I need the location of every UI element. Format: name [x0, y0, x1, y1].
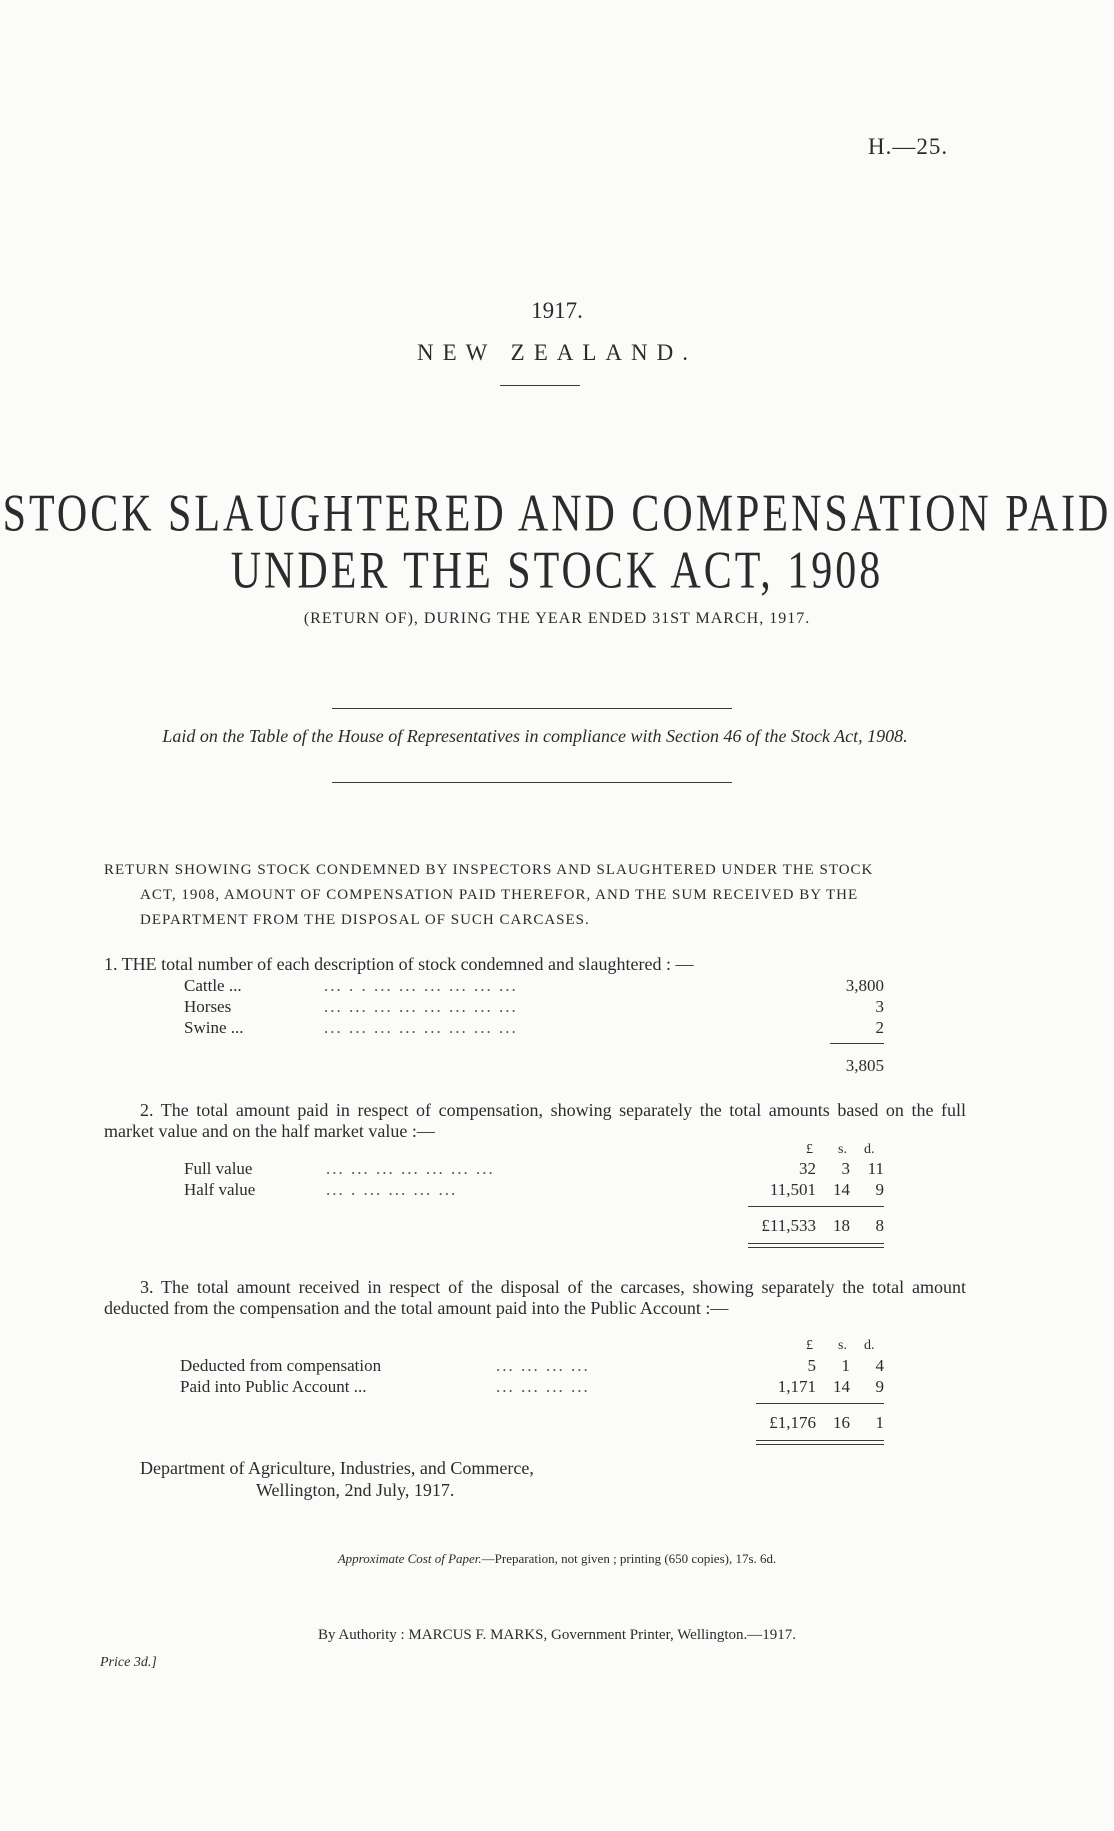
amount-shillings: 14	[833, 1180, 850, 1199]
total-pounds: £11,533	[761, 1216, 816, 1235]
document-title-line1: STOCK SLAUGHTERED AND COMPENSATION PAID	[2, 485, 1112, 543]
row-label: Horses	[184, 997, 232, 1016]
leader-dots: ... ... ... ...	[496, 1356, 590, 1375]
amount-pence: 9	[875, 1180, 884, 1199]
amount-pounds: 11,501	[769, 1180, 816, 1199]
section2-total	[684, 1215, 884, 1236]
column-header-pounds: £	[806, 1338, 813, 1353]
row-label: Swine ...	[184, 1018, 244, 1037]
country-heading: NEW ZEALAND.	[416, 340, 698, 365]
row-value: 3,800	[845, 976, 884, 995]
row-value: 3	[875, 997, 884, 1016]
divider	[500, 385, 580, 386]
section1-heading: 1. THE total number of each description of stock condemned and slaughtered : —	[104, 954, 694, 974]
price-note: Price 3d.]	[100, 1655, 157, 1670]
row-label: Full value	[184, 1159, 253, 1178]
leader-dots: ... ... ... ... ... ... ...	[326, 1159, 495, 1178]
table-row	[180, 1376, 884, 1397]
table-row	[184, 975, 884, 996]
amount-pence: 4	[875, 1356, 884, 1375]
divider	[332, 708, 732, 709]
total-pounds: £1,176	[769, 1413, 816, 1432]
paper-cost-text: —Preparation, not given ; printing (650 copies), 17s. 6d.	[481, 1551, 777, 1566]
amount-pounds: 1,171	[777, 1377, 816, 1396]
publication-year: 1917.	[531, 298, 583, 323]
paper-cost-label: Approximate Cost of Paper.	[337, 1551, 482, 1566]
leader-dots: ... ... ... ... ... ... ... ...	[324, 1018, 518, 1037]
row-label: Paid into Public Account ...	[180, 1377, 367, 1396]
return-heading-line2: ACT, 1908, AMOUNT OF COMPENSATION PAID THEREFOR, AND THE SUM RECEIVED BY THE	[140, 887, 859, 903]
column-header-shillings: s.	[838, 1142, 847, 1157]
total-shillings: 16	[833, 1413, 850, 1432]
row-label: Deducted from compensation	[180, 1356, 382, 1375]
table-row	[184, 1158, 884, 1179]
row-label: Half value	[184, 1180, 256, 1199]
double-rule	[748, 1243, 884, 1244]
signature-department: Department of Agriculture, Industries, and Commerce,	[140, 1458, 534, 1478]
column-header-pence: d.	[864, 1338, 875, 1353]
total-value: 3,805	[845, 1056, 884, 1075]
amount-pence: 9	[875, 1377, 884, 1396]
amount-shillings: 14	[833, 1377, 850, 1396]
document-subtitle: (RETURN OF), DURING THE YEAR ENDED 31ST MARCH, 1917.	[303, 610, 811, 627]
paper-cost-note	[0, 1551, 1114, 1567]
leader-dots: ... . ... ... ... ...	[326, 1180, 458, 1199]
signature-place-date: Wellington, 2nd July, 1917.	[256, 1480, 455, 1500]
amount-pence: 11	[867, 1159, 884, 1178]
section3-heading: 3. The total amount received in respect of the disposal of the carcases, showing separately the total amount deducted from the compensation and the total amount paid into the Public Account :—	[104, 1277, 966, 1318]
amount-shillings: 3	[841, 1159, 850, 1178]
table-row	[184, 996, 884, 1017]
divider	[332, 782, 732, 783]
paper-reference: H.—25.	[868, 134, 949, 159]
total-pence: 8	[875, 1216, 884, 1235]
amount-shillings: 1	[841, 1356, 850, 1375]
leader-dots: ... ... ... ... ... ... ... ...	[324, 997, 518, 1016]
sum-rule	[748, 1206, 884, 1207]
column-header-pence: d.	[864, 1142, 875, 1157]
return-heading-line3: DEPARTMENT FROM THE DISPOSAL OF SUCH CARCASES.	[140, 912, 590, 928]
leader-dots: ... ... ... ...	[496, 1377, 590, 1396]
double-rule	[756, 1440, 884, 1441]
total-shillings: 18	[833, 1216, 850, 1235]
table-row	[180, 1355, 884, 1376]
column-header-shillings: s.	[838, 1338, 847, 1353]
section2-heading: 2. The total amount paid in respect of compensation, showing separately the total amounts based on the full market value and on the half market value :—	[104, 1100, 966, 1141]
return-heading	[104, 858, 966, 933]
total-pence: 1	[875, 1413, 884, 1432]
amount-pounds: 32	[799, 1159, 816, 1178]
laid-on-table-note: Laid on the Table of the House of Representatives in compliance with Section 46 of the Stock Act, 1908.	[162, 726, 908, 746]
return-heading-line1: RETURN SHOWING STOCK CONDEMNED BY INSPECTORS AND SLAUGHTERED UNDER THE STOCK	[104, 862, 874, 878]
column-header-pounds: £	[806, 1142, 813, 1157]
leader-dots: ... . . ... ... ... ... ... ...	[324, 976, 518, 995]
table-row	[184, 1179, 884, 1200]
table-row	[184, 1017, 884, 1038]
amount-pounds: 5	[807, 1356, 816, 1375]
document-title-line2: UNDER THE STOCK ACT, 1908	[230, 542, 884, 600]
row-label: Cattle ...	[184, 976, 242, 995]
row-value: 2	[875, 1018, 884, 1037]
printer-authority: By Authority : MARCUS F. MARKS, Government Printer, Wellington.—1917.	[318, 1627, 796, 1643]
sum-rule	[756, 1403, 884, 1404]
section1-total	[784, 1055, 884, 1076]
double-rule	[748, 1247, 884, 1248]
section3-total	[684, 1412, 884, 1433]
double-rule	[756, 1444, 884, 1445]
sum-rule	[830, 1043, 884, 1044]
